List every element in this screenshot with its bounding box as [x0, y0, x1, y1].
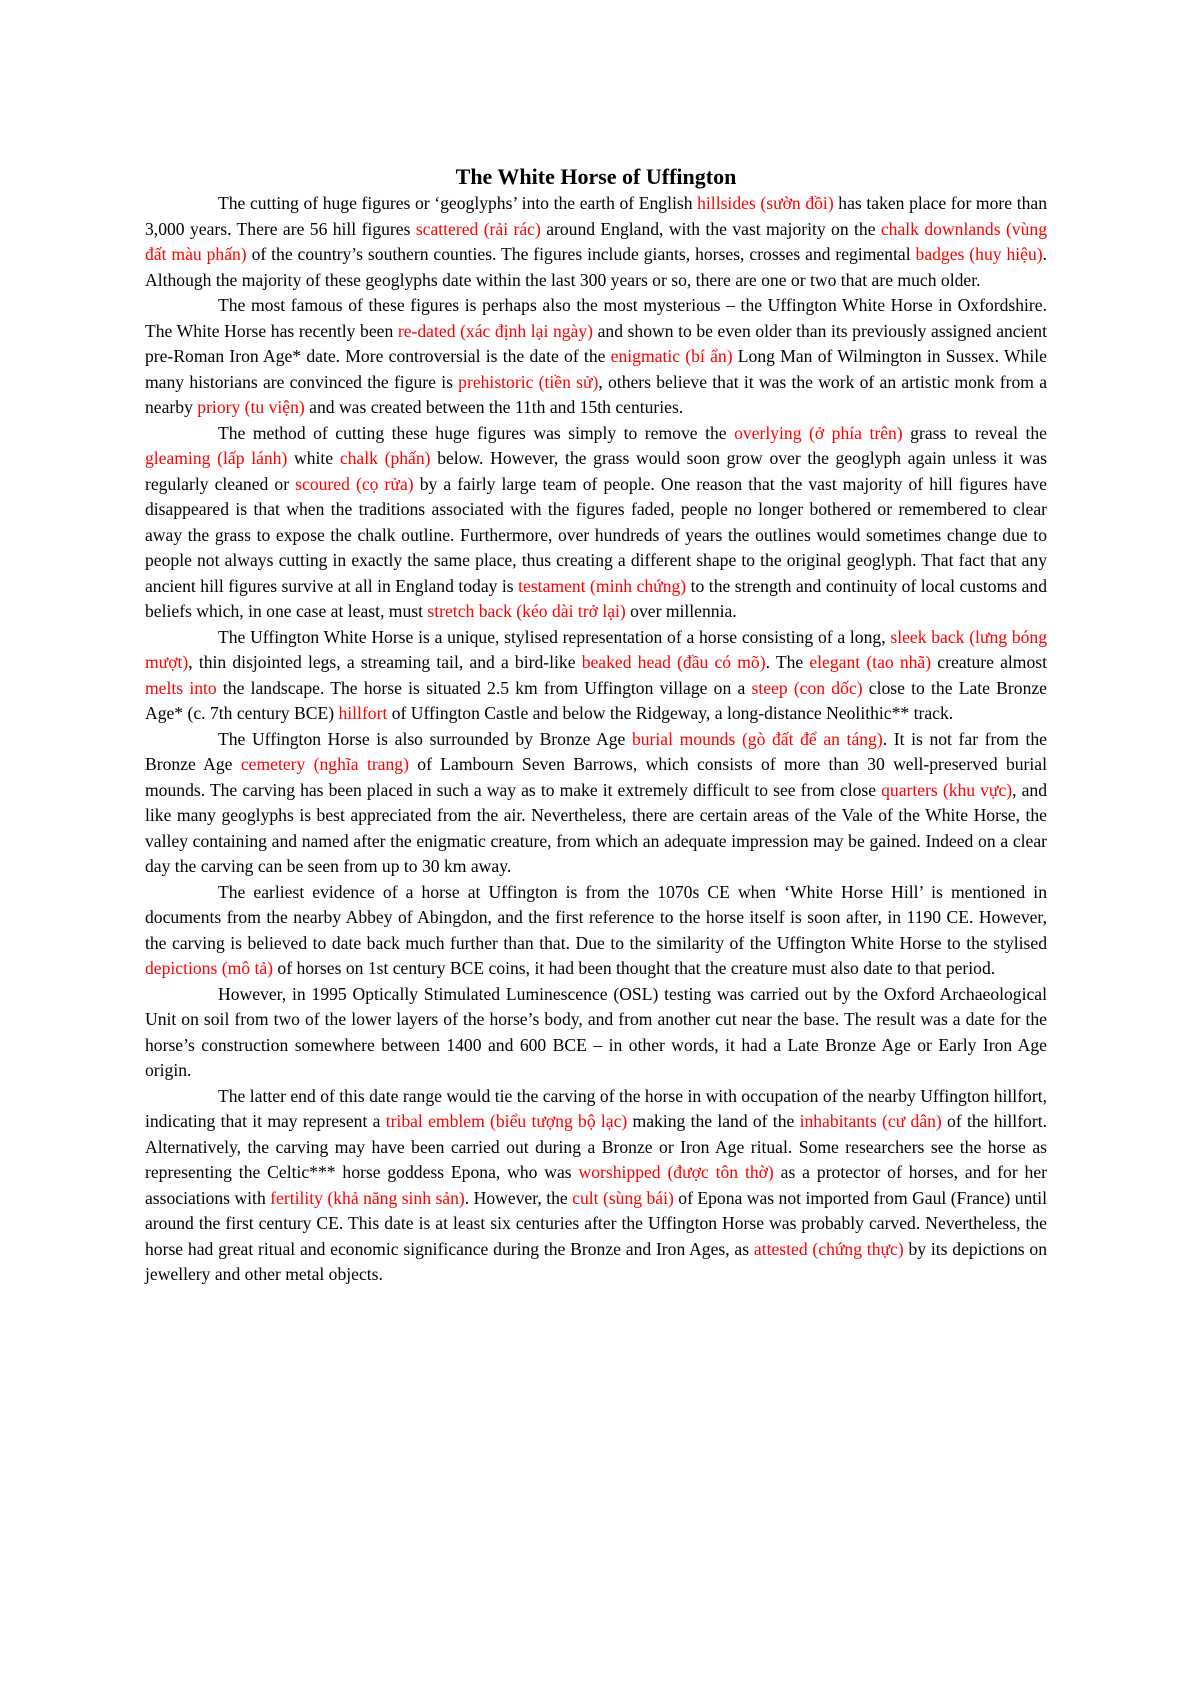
vocab-gloss: chalk downlands (vùng đất màu phấn): [145, 218, 1047, 264]
paragraph-text: and was created between the 11th and 15th centuries.: [304, 397, 684, 417]
paragraph-text: over millennia.: [625, 601, 737, 621]
vocab-gloss: burial mounds (gò đất để an táng): [631, 728, 883, 749]
vocab-gloss: elegant (tao nhã): [809, 652, 932, 672]
paragraph-text: The latter end of this date range would tie the carving of the horse in with occupation of the nearby Uffington hillfort, indicating that it may represent a: [145, 1085, 1047, 1131]
paragraph-text: creature almost: [931, 652, 1047, 672]
paragraph-text: , and like many geoglyphs is best appreciated from the air. Nevertheless, there are certain areas of the Vale of the White Horse, the valley containing and named after the enigmatic creature, from which an adequate impression may be gained. Indeed on a clear day the carving can be seen from up to 30 km away.: [145, 779, 1047, 876]
vocab-gloss: worshipped (được tôn thờ): [578, 1162, 774, 1182]
paragraph-text: of the country’s southern counties. The figures include giants, horses, crosses and regimental: [246, 244, 916, 264]
paragraph-text: of horses on 1st century BCE coins, it had been thought that the creature must also date to that period.: [273, 958, 996, 978]
paragraph: [145, 880, 1047, 982]
vocab-gloss: scattered (rải rác): [415, 218, 541, 239]
vocab-gloss: hillfort: [338, 703, 388, 723]
document-page: [145, 163, 1047, 1288]
paragraph-text: . The: [765, 652, 810, 672]
vocab-gloss: chalk (phấn): [339, 448, 431, 468]
vocab-gloss: enigmatic (bí ẩn): [610, 346, 733, 366]
paragraph-text: The method of cutting these huge figures was simply to remove the: [218, 422, 735, 443]
vocab-gloss: scoured (cọ rửa): [295, 473, 414, 494]
document-title: The White Horse of Uffington: [455, 164, 737, 189]
paragraph-text: The most famous of these figures is perhaps also the most mysterious – the Uffington White Horse in Oxfordshire. The White Horse has recently been: [145, 295, 1047, 341]
paragraph-text: The earliest evidence of a horse at Uffington is from the 1070s CE when ‘White Horse Hill’ is mentioned in documents from the nearby Abbey of Abingdon, and the first reference to the horse itself is soon after, in 1190 CE. However, the carving is believed to date back much further than that. Due to the similarity of the Uffington White Horse to the stylised: [145, 881, 1047, 953]
paragraph-text: by its depictions on jewellery and other metal objects.: [145, 1238, 1048, 1284]
paragraph: [145, 982, 1047, 1084]
paragraph-text: below. However, the grass would soon grow over the geoglyph again unless it was regularly cleaned or: [145, 448, 1047, 494]
paragraph-text: , thin disjointed legs, a streaming tail, and a bird-like: [188, 652, 582, 672]
vocab-gloss: attested (chứng thực): [753, 1238, 904, 1259]
paragraph-text: . However, the: [464, 1187, 573, 1208]
paragraph-text: of the hillfort. Alternatively, the carving may have been carried out during a Bronze or Iron Age ritual. Some researchers see the horse as representing the Celtic*** horse goddess Epona, who was: [145, 1111, 1047, 1182]
vocab-gloss: tribal emblem (biểu tượng bộ lạc): [385, 1111, 628, 1131]
paragraph-text: making the land of the: [627, 1111, 800, 1131]
vocab-gloss: gleaming (lấp lánh): [145, 448, 288, 468]
paragraph-text: . It is not far from the Bronze Age: [145, 728, 1047, 774]
vocab-gloss: quarters (khu vực): [881, 779, 1013, 800]
vocab-gloss: prehistoric (tiền sử): [458, 371, 599, 392]
paragraph-text: has taken place for more than 3,000 years. There are 56 hill figures: [145, 193, 1047, 239]
paragraph-text: The cutting of huge figures or ‘geoglyphs’ into the earth of English: [218, 193, 698, 213]
paragraph-text: of Uffington Castle and below the Ridgeway, a long-distance Neolithic** track.: [387, 703, 954, 723]
paragraph-text: . Although the majority of these geoglyphs date within the last 300 years or so, there are one or two that are much older.: [145, 244, 1048, 290]
paragraph-text: by a fairly large team of people. One reason that the vast majority of hill figures have disappeared is that when the traditions associated with the figures faded, people no longer bothered or remembered to clear away the grass to expose the chalk outline. Furthermore, over hundreds of years the outlines would sometimes change due to people not always cutting in exactly the same place, thus creating a different shape to the original geoglyph. That fact that any ancient hill figures survive at all in England today is: [145, 473, 1047, 596]
document-body: [145, 191, 1047, 1288]
paragraph: [145, 1084, 1047, 1288]
paragraph-text: as a protector of horses, and for her associations with: [145, 1162, 1047, 1208]
vocab-gloss: badges (huy hiệu): [915, 244, 1043, 264]
paragraph-text: However, in 1995 Optically Stimulated Luminescence (OSL) testing was carried out by the Oxford Archaeological Unit on soil from two of the lower layers of the horse’s body, and from another cut near the base. The result was a date for the horse’s construction somewhere between 1400 and 600 BCE – in other words, it had a Late Bronze Age or Early Iron Age origin.: [145, 983, 1047, 1080]
paragraph-text: the landscape. The horse is situated 2.5 km from Uffington village on a: [216, 677, 752, 698]
paragraph: [145, 293, 1047, 421]
paragraph-text: white: [287, 448, 340, 468]
paragraph-text: The Uffington White Horse is a unique, stylised representation of a horse consisting of a long,: [218, 626, 891, 647]
paragraph: [145, 625, 1047, 727]
paragraph-text: around England, with the vast majority on the: [540, 218, 881, 239]
vocab-gloss: steep (con dốc): [751, 677, 863, 698]
vocab-gloss: cult (sùng bái): [572, 1187, 674, 1208]
vocab-gloss: beaked head (đầu có mõ): [581, 652, 766, 672]
vocab-gloss: priory (tu viện): [197, 397, 305, 417]
vocab-gloss: stretch back (kéo dài trở lại): [427, 601, 626, 621]
paragraph-text: close to the Late Bronze Age* (c. 7th century BCE): [145, 677, 1047, 723]
vocab-gloss: cemetery (nghĩa trang): [240, 754, 409, 774]
paragraph: [145, 421, 1047, 625]
paragraph: [145, 727, 1047, 880]
vocab-gloss: testament (minh chứng): [518, 575, 687, 596]
paragraph-text: , others believe that it was the work of an artistic monk from a nearby: [145, 371, 1048, 417]
paragraph-text: grass to reveal the: [902, 422, 1047, 443]
vocab-gloss: overlying (ở phía trên): [734, 422, 903, 443]
paragraph-text: to the strength and continuity of local customs and beliefs which, in one case at least, must: [145, 575, 1048, 621]
vocab-gloss: melts into: [145, 677, 217, 698]
vocab-gloss: sleek back (lưng bóng mượt): [145, 626, 1048, 672]
vocab-gloss: hillsides (sườn đồi): [697, 193, 834, 213]
paragraph-text: and shown to be even older than its previously assigned ancient pre-Roman Iron Age* date. More controversial is the date of the: [145, 320, 1047, 366]
paragraph-text: The Uffington Horse is also surrounded by Bronze Age: [218, 728, 632, 749]
vocab-gloss: re-dated (xác định lại ngày): [397, 320, 594, 341]
vocab-gloss: depictions (mô tả): [145, 958, 274, 978]
paragraph-text: Long Man of Wilmington in Sussex. While many historians are convinced the figure is: [145, 346, 1047, 392]
paragraph-text: of Epona was not imported from Gaul (France) until around the first century CE. This date is at least six centuries after the Uffington Horse was probably carved. Nevertheless, the horse had great ritual and economic significance during the Bronze and Iron Ages, as: [145, 1187, 1047, 1259]
vocab-gloss: fertility (khả năng sinh sản): [270, 1187, 465, 1208]
paragraph: [145, 191, 1047, 293]
paragraph-text: of Lambourn Seven Barrows, which consists of more than 30 well-preserved burial mounds. The carving has been placed in such a way as to make it extremely difficult to see from close: [145, 754, 1047, 800]
vocab-gloss: inhabitants (cư dân): [799, 1111, 942, 1131]
